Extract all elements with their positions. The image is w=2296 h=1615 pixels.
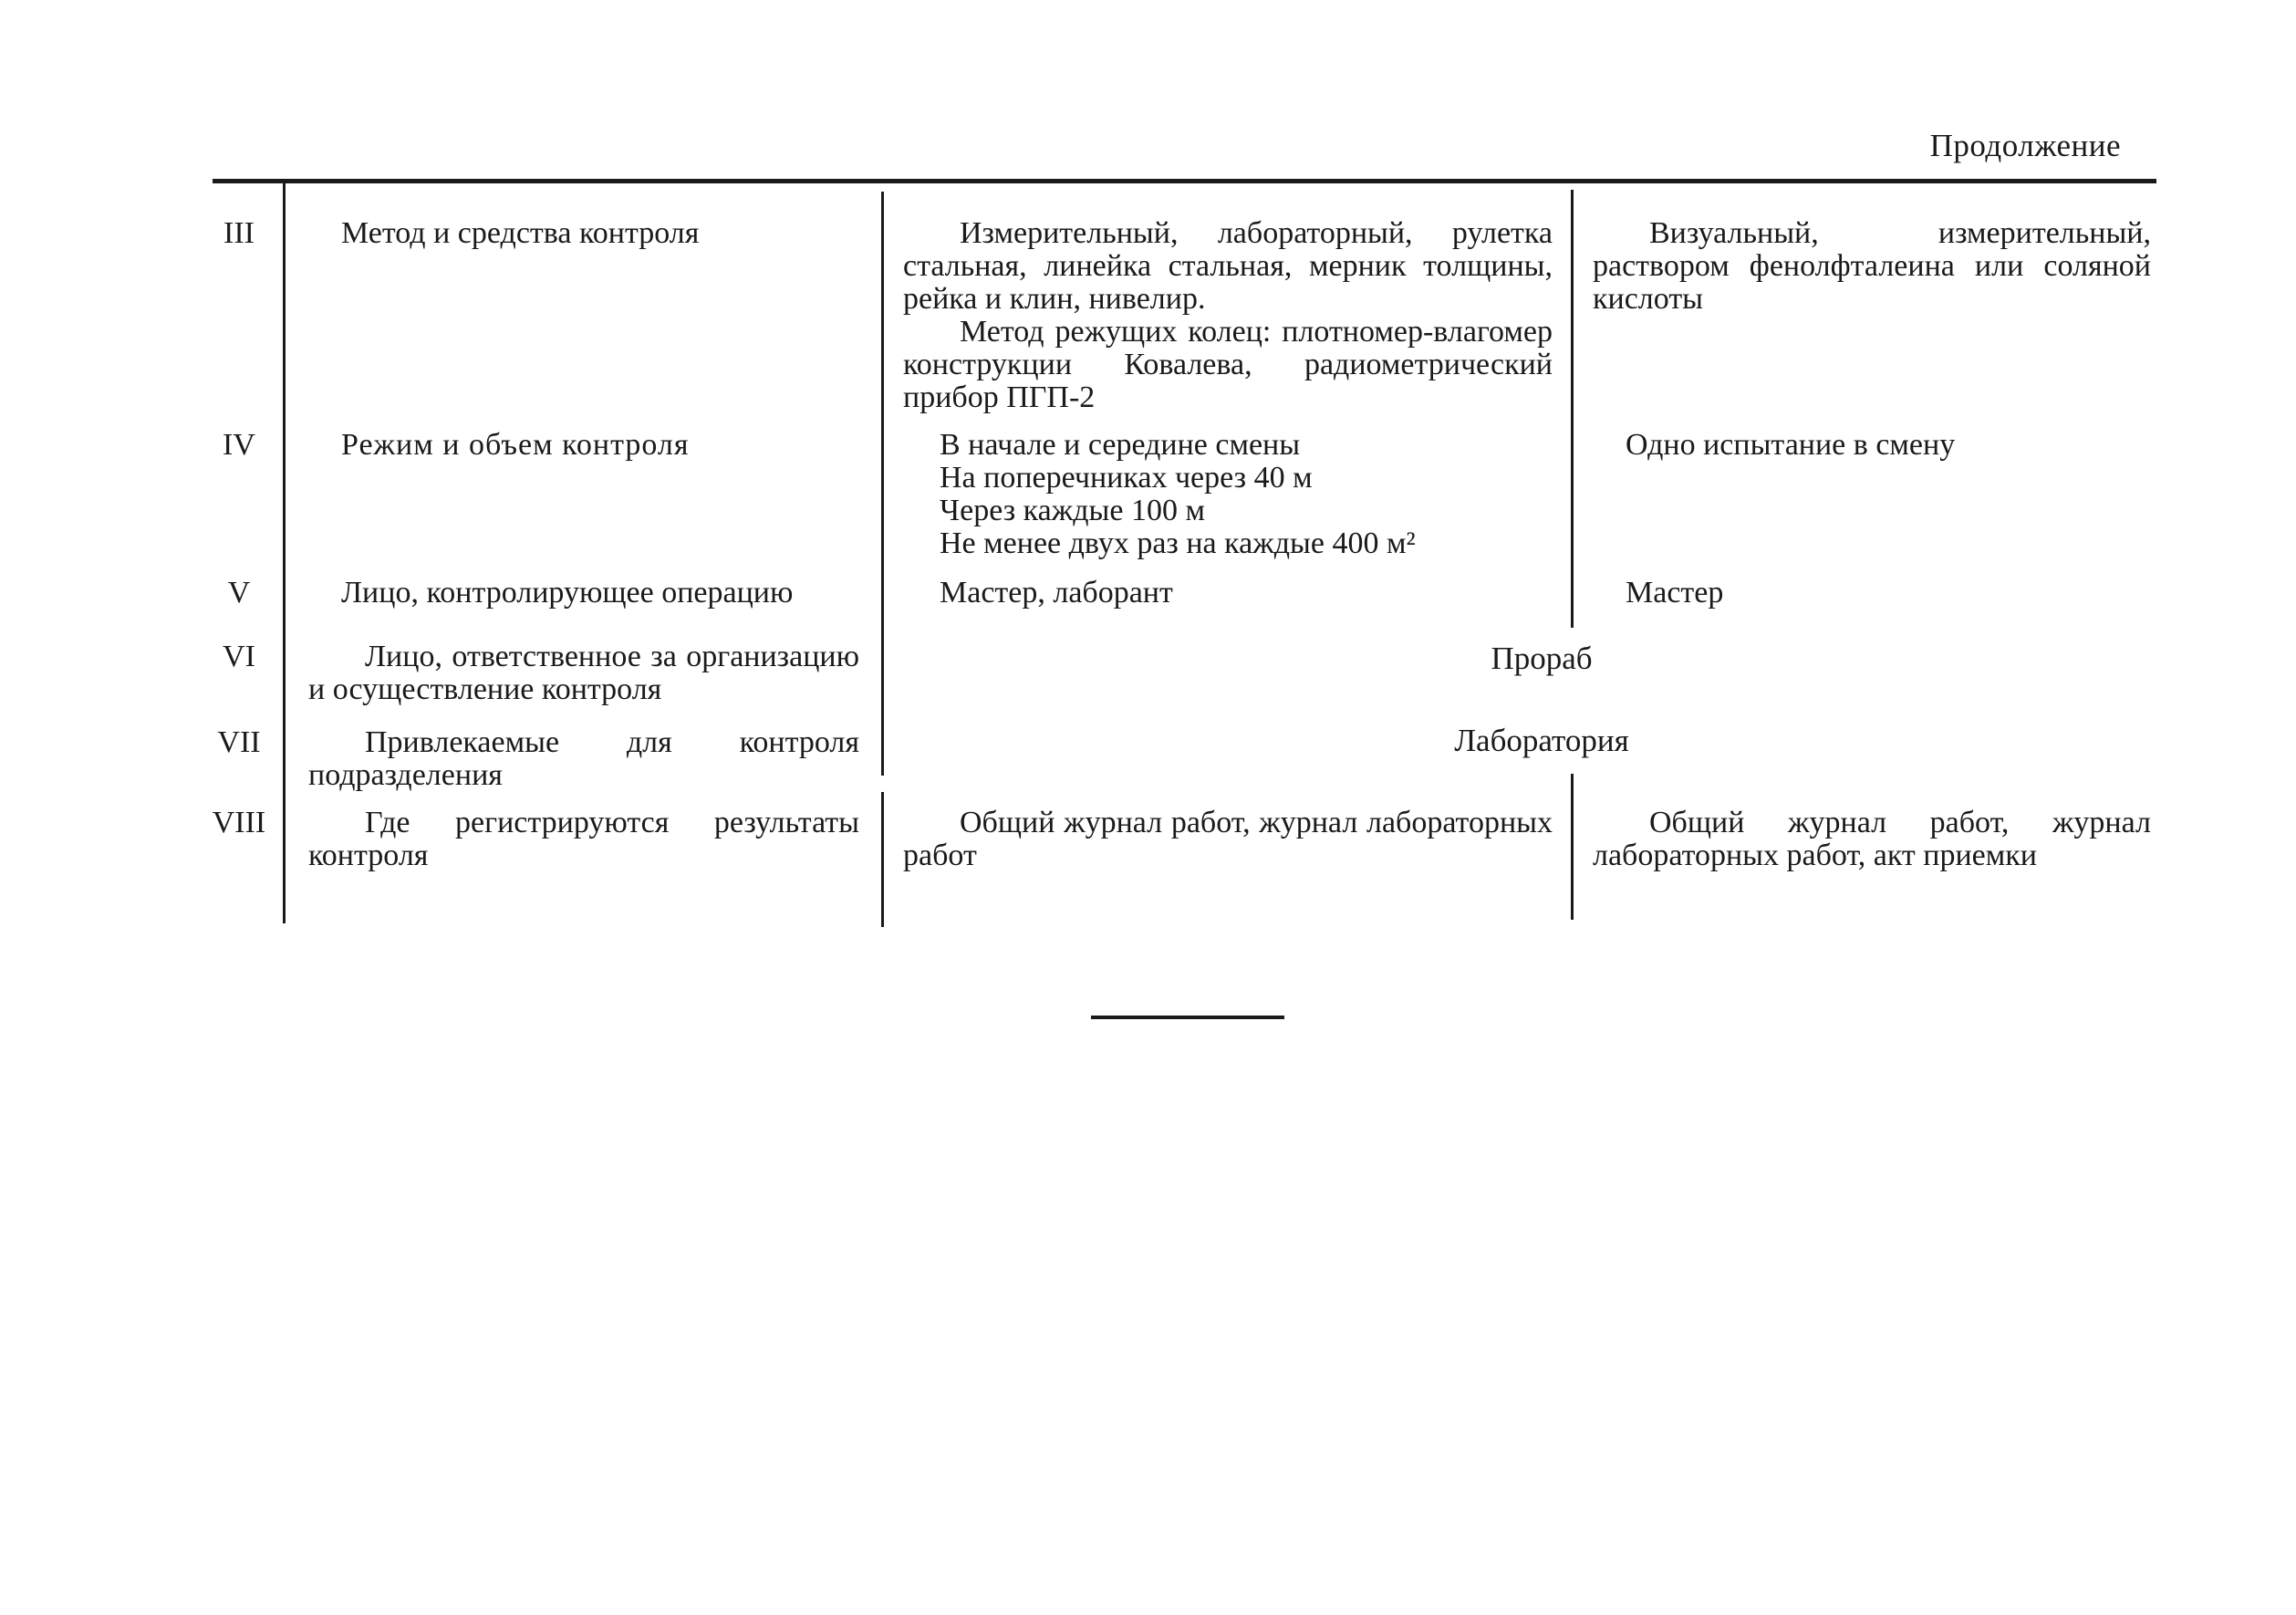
row-col1	[903, 217, 1553, 414]
row-name: Режим и объем контроля	[341, 428, 690, 462]
end-rule	[1091, 1016, 1284, 1019]
row-number: III	[223, 216, 255, 250]
col1-line: Через каждые 100 м	[940, 494, 1205, 527]
row-col1: Общий журнал работ, журнал лабораторных работ	[903, 806, 1553, 872]
row-name: Лицо, ответственное за организацию и осуществление контроля	[308, 640, 859, 706]
column-rule-1	[283, 182, 286, 923]
span-value: Лаборатория	[1454, 723, 1629, 758]
column-rule-3	[1571, 190, 1574, 628]
row-number: V	[227, 576, 251, 610]
column-rule-2-lower	[881, 792, 884, 927]
row-number: VI	[223, 640, 255, 673]
col1-line: В начале и середине смены	[940, 428, 1301, 462]
row-col2: Одно испытание в смену	[1626, 428, 1956, 462]
row-number: IV	[223, 428, 255, 462]
column-rule-2	[881, 192, 884, 776]
col1-line: На поперечниках через 40 м	[940, 461, 1313, 495]
column-rule-3-lower	[1571, 774, 1574, 920]
continuation-label: Продолжение	[1929, 128, 2121, 163]
span-value: Прораб	[1491, 641, 1593, 676]
row-col2: Визуальный, измерительный, раствором фенолфталеина или соляной кислоты	[1593, 216, 2151, 316]
col1-paragraph: Метод режущих колец: плотномер-влагомер конструкции Ковалева, радиометрический прибор ПГП-2	[903, 315, 1553, 414]
col1-line: Не менее двух раз на каждые 400 м²	[940, 526, 1416, 560]
row-number: VIII	[212, 806, 266, 839]
row-col1: Мастер, лаборант	[940, 576, 1173, 610]
row-col2: Общий журнал работ, журнал лабораторных работ, акт приемки	[1593, 806, 2151, 872]
col1-paragraph: Измерительный, лабораторный, рулетка стальная, линейка стальная, мерник толщины, рейка и клин, нивелир.	[903, 216, 1553, 316]
row-number: VII	[217, 725, 261, 759]
row-col2: Мастер	[1626, 576, 1724, 610]
row-name: Привлекаемые для контроля подразделения	[308, 725, 859, 792]
row-name: Где регистрируются результаты контроля	[308, 806, 859, 872]
table-top-rule	[213, 179, 2156, 183]
row-name: Метод и средства контроля	[341, 216, 700, 250]
row-name: Лицо, контролирующее операцию	[341, 576, 794, 610]
row-col1	[940, 429, 1560, 560]
